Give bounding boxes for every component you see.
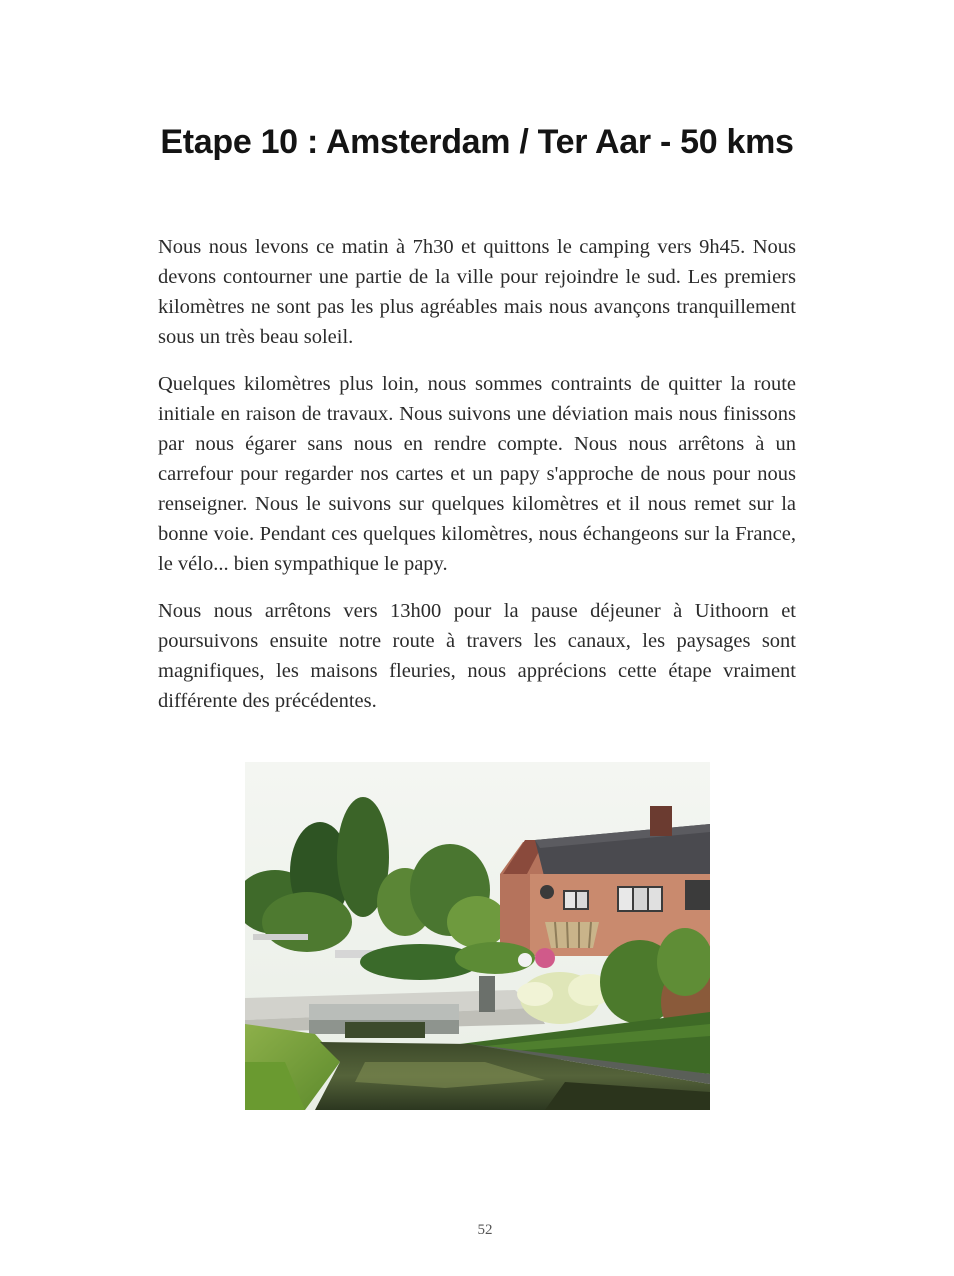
canal-houses-photo (245, 762, 710, 1110)
paragraph-3: Nous nous arrêtons vers 13h00 pour la pause déjeuner à Uithoorn et poursuivons ensuite notre route à travers les canaux, les paysages sont magnifiques, les maisons fleuries, nous apprécions cette étape vraiment différente des précédentes. (158, 600, 796, 712)
page-title: Etape 10 : Amsterdam / Ter Aar - 50 kms (160, 123, 794, 161)
page-number: 52 (477, 1222, 493, 1238)
paragraph-2: Quelques kilomètres plus loin, nous sommes contraints de quitter la route initiale en raison de travaux. Nous suivons une déviation mais nous finissons par nous égarer sans nous en rendre compte. Nous nous arrêtons à un carrefour pour regarder nos cartes et un papy s'approche de nous pour nous renseigner. Nous le suivons sur quelques kilomètres et il nous remet sur la bonne voie. Pendant ces quelques kilomètres, nous échangeons sur la France, le vélo... bien sympathique le papy. (158, 373, 796, 575)
paragraph-1: Nous nous levons ce matin à 7h30 et quittons le camping vers 9h45. Nous devons contourner une partie de la ville pour rejoindre le sud. Les premiers kilomètres ne sont pas les plus agréables mais nous avançons tranquillement sous un très beau soleil. (158, 236, 796, 348)
body-text (158, 232, 796, 733)
